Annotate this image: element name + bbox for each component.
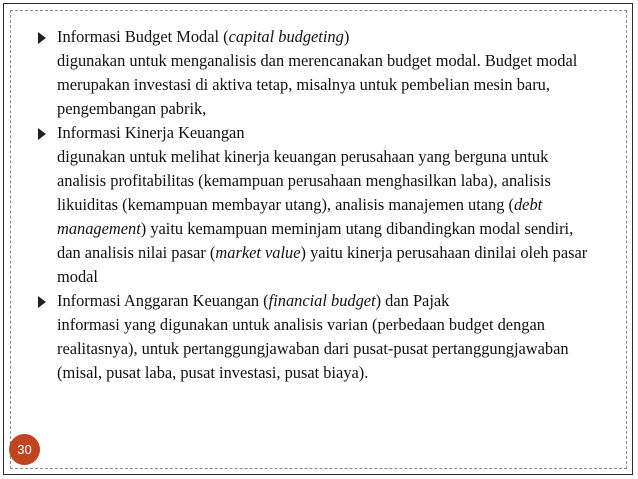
line-italic-text: market value [215,243,301,262]
line-italic-text: debt [513,195,543,214]
bullet-title: Informasi Kinerja Keuangan [57,123,245,142]
line-text: dan analisis nilai pasar ( [57,243,216,262]
description-line: digunakan untuk menganalisis dan merencanakan budget modal. Budget modal [57,51,578,70]
bullet-description [33,145,623,289]
page-number-badge: 30 [9,434,40,465]
description-line: merupakan investasi di aktiva tetap, misalnya untuk pembelian mesin baru, [57,75,550,94]
bullet-description [33,49,623,121]
description-line [57,241,623,265]
bullet-kinerja-keuangan [33,121,623,145]
bullet-title: Informasi Budget Modal ( [57,27,229,46]
description-line: digunakan untuk melihat kinerja keuangan perusahaan yang berguna untuk [57,147,549,166]
bullet-financial-budget [33,289,623,313]
description-line: analisis profitabilitas (kemampuan perusahaan menghasilkan laba), analisis [57,171,551,190]
description-line: (misal, pusat laba, pusat investasi, pusat biaya). [57,363,369,382]
line-text: likuiditas (kemampuan membayar utang), analisis manajemen utang ( [57,195,514,214]
line-italic-text: management [57,219,141,238]
bullet-title-italic: financial budget [268,291,376,310]
triangle-bullet-icon [38,32,46,44]
description-line [57,217,623,241]
description-line: pengembangan pabrik, [57,99,207,118]
bullet-title-end: ) dan Pajak [375,291,450,310]
bullet-title-italic: capital budgeting [228,27,344,46]
description-line: informasi yang digunakan untuk analisis varian (perbedaan budget dengan [57,315,545,334]
description-line [57,193,623,217]
bullet-title-end: ) [343,27,350,46]
bullet-description [33,313,623,385]
triangle-bullet-icon [38,128,46,140]
triangle-bullet-icon [38,296,46,308]
description-line: modal [57,267,98,286]
line-text: ) yaitu kinerja perusahaan dinilai oleh pasar [300,243,588,262]
slide-content [33,25,623,385]
bullet-capital-budgeting [33,25,623,49]
description-line: realitasnya), untuk pertanggungjawaban dari pusat-pusat pertanggungjawaban [57,339,569,358]
bullet-title: Informasi Anggaran Keuangan ( [57,291,269,310]
line-text: ) yaitu kemampuan meminjam utang dibandingkan modal sendiri, [140,219,574,238]
